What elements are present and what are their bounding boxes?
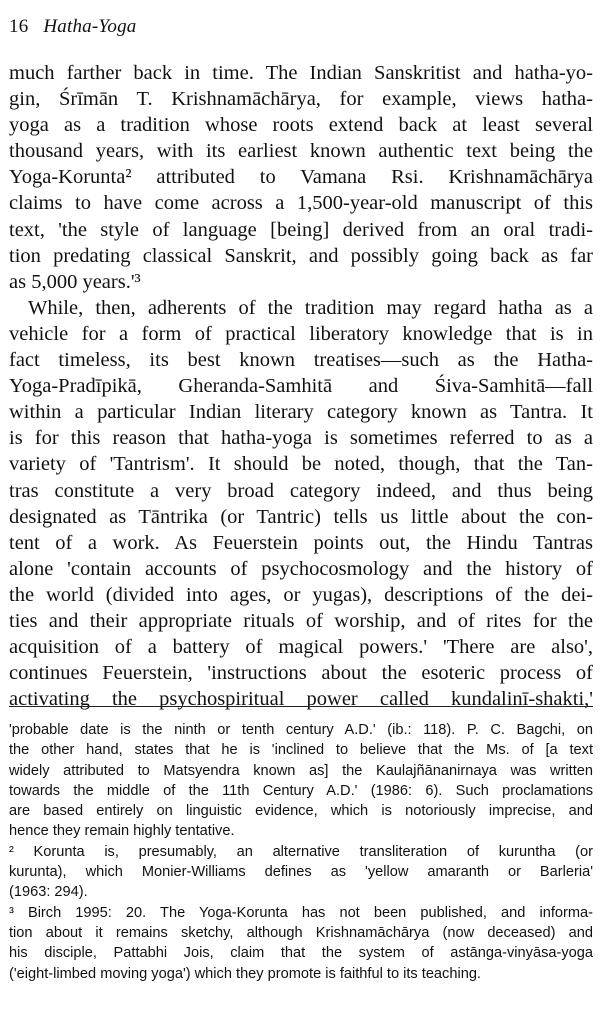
- body-line: tras constitute a very broad category indeed, and thus being: [9, 479, 593, 502]
- body-line: is for this reason that hatha-yoga is sometimes referred to as a: [9, 427, 593, 450]
- footnotes: [9, 720, 593, 984]
- footnote-line: his disciple, Pattabhi Jois, claim that the system of astānga-vinyāsa-yoga: [9, 945, 593, 962]
- running-title: Hatha-Yoga: [43, 16, 137, 37]
- body-line: designated as Tāntrika (or Tantric) tells us little about the con-: [9, 505, 593, 528]
- body-line: claims to have come across a 1,500-year-old manuscript of this: [9, 192, 593, 215]
- body-line: much farther back in time. The Indian Sanskritist and hatha-yo-: [9, 62, 593, 84]
- footnote-line: widely attributed to Matsyendra known as] the Kaulajñānanirnaya was written: [9, 762, 593, 779]
- footnote-line: 'probable date is the ninth or tenth century A.D.' (ib.: 118). P. C. Bagchi, on: [9, 722, 593, 738]
- footnote-line: are based entirely on linguistic evidence, which is notoriously imprecise, and: [9, 803, 593, 820]
- body-line: thousand years, with its earliest known authentic text being the: [9, 140, 593, 163]
- footnote-divider: [9, 706, 593, 707]
- body-line: Yoga-Pradīpikā, Gheranda-Samhitā and Śiva-Samhitā—fall: [9, 375, 593, 398]
- footnote-line: ('eight-limbed moving yoga') which they promote is faithful to its teaching.: [9, 965, 481, 982]
- body-line: tent of a work. As Feuerstein points out, the Hindu Tantras: [9, 531, 593, 554]
- body-line: within a particular Indian literary category known as Tantra. It: [9, 401, 593, 424]
- running-header: [9, 16, 137, 38]
- footnote-line: the other hand, states that he is 'inclined to believe that the Ms. of [a text: [9, 742, 593, 759]
- footnote-line: kurunta), which Monier-Williams defines as 'yellow amaranth or Barleria': [9, 864, 593, 881]
- body-line: tion predating classical Sanskrit, and possibly going back as far: [9, 244, 593, 267]
- footnote-line: towards the middle of the 11th Century A.D.' (1986: 6). Such proclamations: [9, 782, 593, 799]
- footnote-line: (1963: 294).: [9, 884, 88, 901]
- footnote-line: tion about it remains sketchy, although Krishnamāchārya (now deceased) and: [9, 924, 593, 941]
- footnote-line: ³ Birch 1995: 20. The Yoga-Korunta has not been published, and informa-: [9, 904, 593, 921]
- body-line: fact timeless, its best known treatises—such as the Hatha-: [9, 349, 593, 372]
- body-line: yoga as a tradition whose roots extend back at least several: [9, 114, 593, 137]
- body-line: activating the psychospiritual power called kundalinī-shakti,': [9, 688, 593, 711]
- body-line: the world (divided into ages, or yugas), descriptions of the dei-: [9, 583, 593, 606]
- footnote-line: hence they remain highly tentative.: [9, 823, 235, 840]
- page-number: 16: [9, 16, 29, 37]
- body-line: variety of 'Tantrism'. It should be noted, though, that the Tan-: [9, 453, 593, 476]
- body-line: text, 'the style of language [being] derived from an oral tradi-: [9, 218, 593, 241]
- main-text: [9, 60, 593, 712]
- body-line: Yoga-Korunta² attributed to Vamana Rsi. Krishnamāchārya: [9, 166, 593, 189]
- body-line: ties and their appropriate rituals of worship, and of rites for the: [9, 609, 593, 632]
- body-line: gin, Śrīmān T. Krishnamāchārya, for example, views hatha-: [9, 88, 593, 111]
- body-line: alone 'contain accounts of psychocosmology and the history of: [9, 557, 593, 580]
- body-line: vehicle for a form of practical liberatory knowledge that is in: [9, 322, 593, 345]
- body-line: acquisition of a battery of magical powers.' 'There are also',: [9, 636, 593, 659]
- body-line: continues Feuerstein, 'instructions about the esoteric process of: [9, 662, 593, 685]
- body-line: While, then, adherents of the tradition may regard hatha as a: [28, 296, 593, 319]
- body-line: as 5,000 years.'³: [9, 270, 141, 293]
- footnote-line: ² Korunta is, presumably, an alternative transliteration of kuruntha (or: [9, 843, 593, 860]
